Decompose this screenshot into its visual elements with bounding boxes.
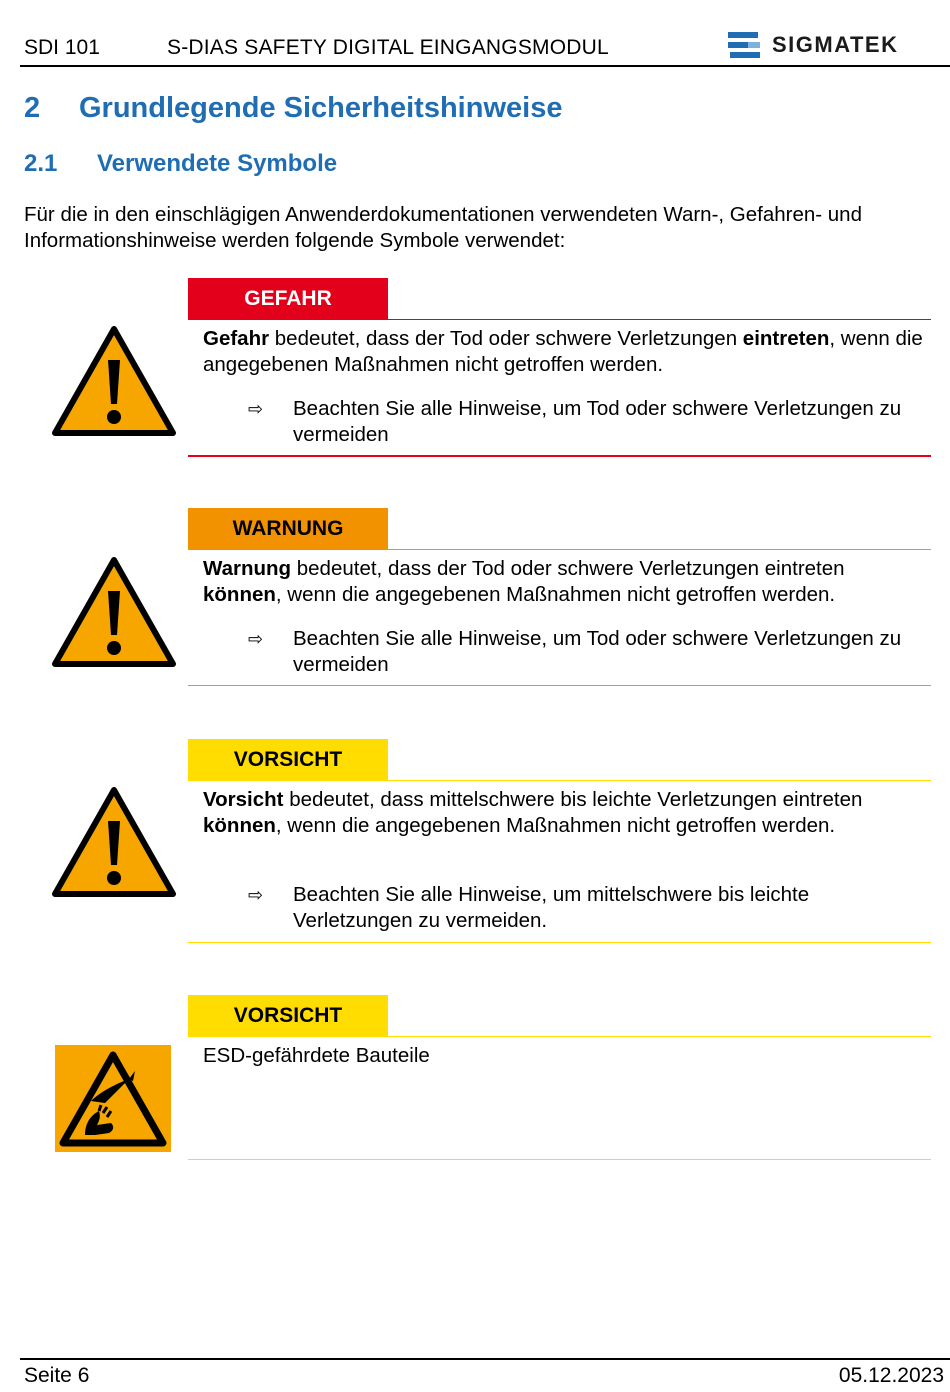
notice-bottom-divider [188,455,931,457]
intro-paragraph: Für die in den einschlägigen Anwenderdokumentationen verwendeten Warn-, Gefahren- und Informationshinweise werden folgende Symbole verwendet: [24,203,862,252]
document-title: S-DIAS SAFETY DIGITAL EINGANGSMODUL [167,36,609,59]
subsection-title: Verwendete Symbole [97,150,338,177]
section-number: 2 [24,92,41,124]
subsection-heading [24,150,337,178]
warning-triangle-icon [52,557,176,667]
logo-wordmark: SIGMATEK [772,32,899,57]
notice-vorsicht-esd [188,995,931,1163]
sigmatek-logo-icon [726,31,762,59]
arrow-right-icon: ⇨ [248,885,264,905]
page-number: Seite 6 [24,1364,90,1387]
section-title: Grundlegende Sicherheitshinweise [79,92,563,124]
notice-bottom-divider [188,942,931,943]
notice-description: Gefahr bedeutet, dass der Tod oder schwere Verletzungen eintreten, wenn die angegebenen Maßnahmen nicht getroffen werden. [203,327,923,376]
notice-top-divider [188,780,931,781]
document-date: 05.12.2023 [838,1364,944,1387]
notice-top-divider [188,549,931,550]
notice-bullet-text: Beachten Sie alle Hinweise, um Tod oder schwere Verletzungen zu vermeiden [293,627,902,676]
esd-warning-icon [55,1045,171,1152]
notice-description: Warnung bedeutet, dass der Tod oder schwere Verletzungen eintreten können, wenn die angegebenen Maßnahmen nicht getroffen werden. [203,557,845,606]
arrow-right-icon: ⇨ [248,629,264,649]
notice-bullet-text: Beachten Sie alle Hinweise, um mittelschwere bis leichte Verletzungen zu vermeiden. [293,883,810,932]
warning-triangle-icon [52,326,176,436]
notice-description: ESD-gefährdete Bauteile [203,1044,430,1067]
notice-vorsicht [188,739,931,945]
document-code: SDI 101 [24,36,100,59]
notice-label: GEFAHR [188,278,388,319]
notice-bottom-divider [188,1159,931,1160]
notice-warnung [188,508,931,688]
warning-triangle-icon [52,787,176,897]
notice-top-divider [188,319,931,320]
section-heading [24,92,562,125]
arrow-right-icon: ⇨ [248,399,264,419]
sigmatek-logo [726,30,898,60]
notice-bullet-text: Beachten Sie alle Hinweise, um Tod oder schwere Verletzungen zu vermeiden [293,397,902,446]
notice-top-divider [188,1036,931,1037]
notice-description: Vorsicht bedeutet, dass mittelschwere bis leichte Verletzungen eintreten können, wenn die angegebenen Maßnahmen nicht getroffen werden. [203,788,863,837]
notice-label: VORSICHT [188,739,388,780]
notice-bottom-divider [188,685,931,686]
page-header [20,28,950,67]
page-footer [20,1358,950,1387]
notice-gefahr [188,278,931,458]
subsection-number: 2.1 [24,150,58,177]
notice-label: VORSICHT [188,995,388,1036]
notice-label: WARNUNG [188,508,388,549]
